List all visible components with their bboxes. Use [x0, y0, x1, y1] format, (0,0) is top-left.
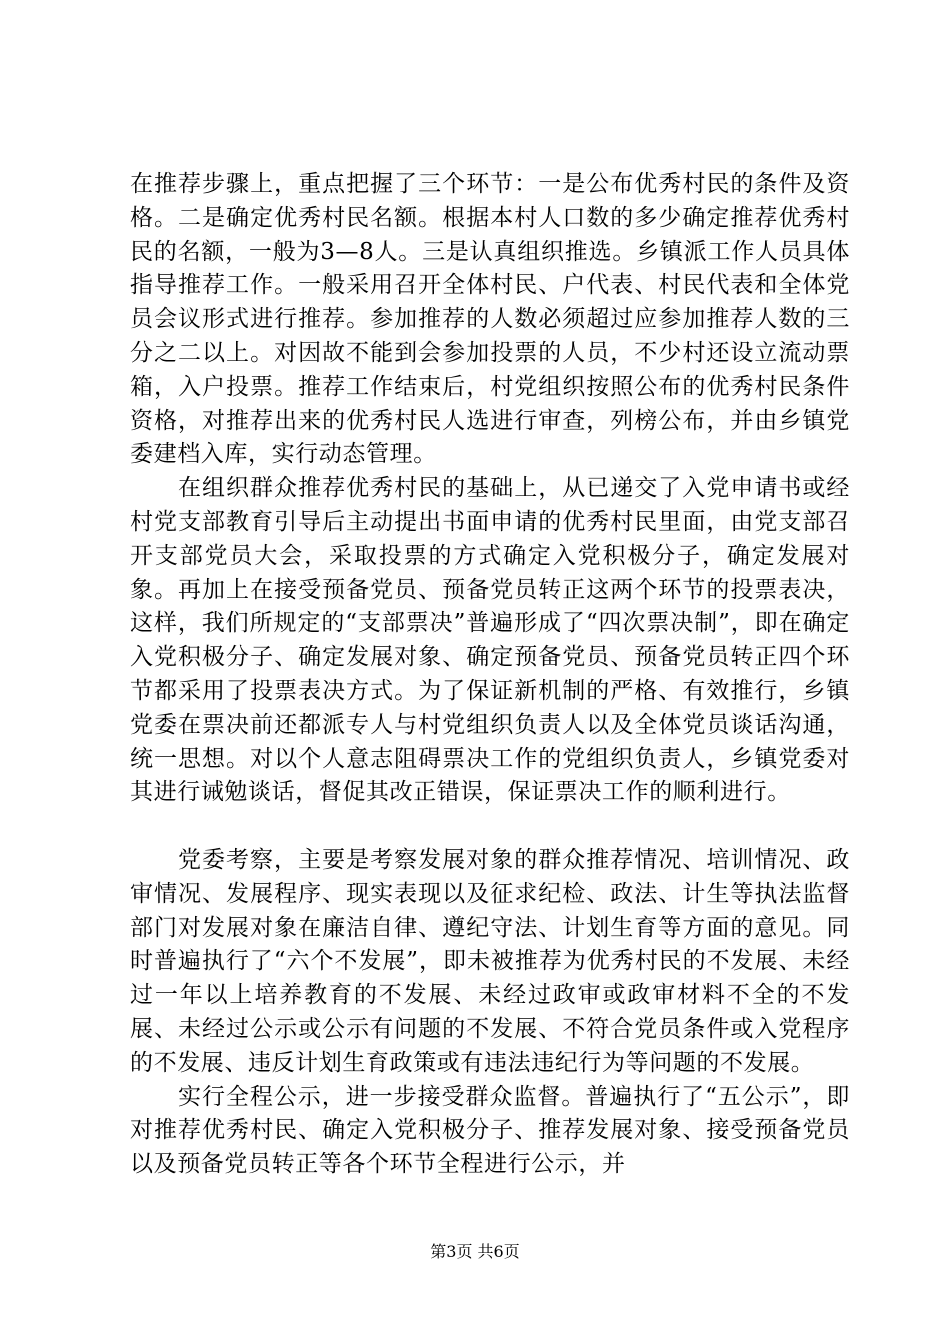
paragraph-party-committee-review: 党委考察，主要是考察发展对象的群众推荐情况、培训情况、政审情况、发展程序、现实表现以及征求纪检、政法、计生等执法监督部门对发展对象在廉洁自律、遵纪守法、计划生育等方面的意见。同时普遍执行了“六个不发展”，即未被推荐为优秀村民的不发展、未经过一年以上培养教育的不发展、未经过政审或政审材料不全的不发展、未经过公示或公示有问题的不发展、不符合党员条件或入党程序的不发展、违反计划生育政策或有违法违纪行为等问题的不发展。 — [130, 846, 850, 1076]
paragraph-gap — [130, 810, 850, 844]
paragraph-recommendation-steps: 在推荐步骤上，重点把握了三个环节：一是公布优秀村民的条件及资格。二是确定优秀村民名额。根据本村人口数的多少确定推荐优秀村民的名额，一般为3—8人。三是认真组织推选。乡镇派工作人员具体指导推荐工作。一般采用召开全体村民、户代表、村民代表和全体党员会议形式进行推荐。参加推荐的人数必须超过应参加推荐人数的三分之二以上。对因故不能到会参加投票的人员，不少村还设立流动票箱，入户投票。推荐工作结束后，村党组织按照公布的优秀村民条件资格，对推荐出来的优秀村民人选进行审查，列榜公布，并由乡镇党委建档入库，实行动态管理。 — [130, 171, 850, 468]
document-body — [130, 168, 850, 1182]
page-number-footer: 第3页 共6页 — [430, 1242, 520, 1261]
paragraph-branch-voting: 在组织群众推荐优秀村民的基础上，从已递交了入党申请书或经村党支部教育引导后主动提出书面申请的优秀村民里面，由党支部召开支部党员大会，采取投票的方式确定入党积极分子，确定发展对象。再加上在接受预备党员、预备党员转正这两个环节的投票表决，这样，我们所规定的“支部票决”普遍形成了“四次票决制”，即在确定入党积极分子、确定发展对象、确定预备党员、预备党员转正四个环节都采用了投票表决方式。为了保证新机制的严格、有效推行，乡镇党委在票决前还都派专人与村党组织负责人以及全体党员谈话沟通，统一思想。对以个人意志阻碍票决工作的党组织负责人，乡镇党委对其进行诫勉谈话，督促其改正错误，保证票决工作的顺利进行。 — [130, 475, 850, 806]
paragraph-public-notice: 实行全程公示，进一步接受群众监督。普遍执行了“五公示”，即对推荐优秀村民、确定入党积极分子、推荐发展对象、接受预备党员以及预备党员转正等各个环节全程进行公示，并 — [130, 1083, 850, 1178]
